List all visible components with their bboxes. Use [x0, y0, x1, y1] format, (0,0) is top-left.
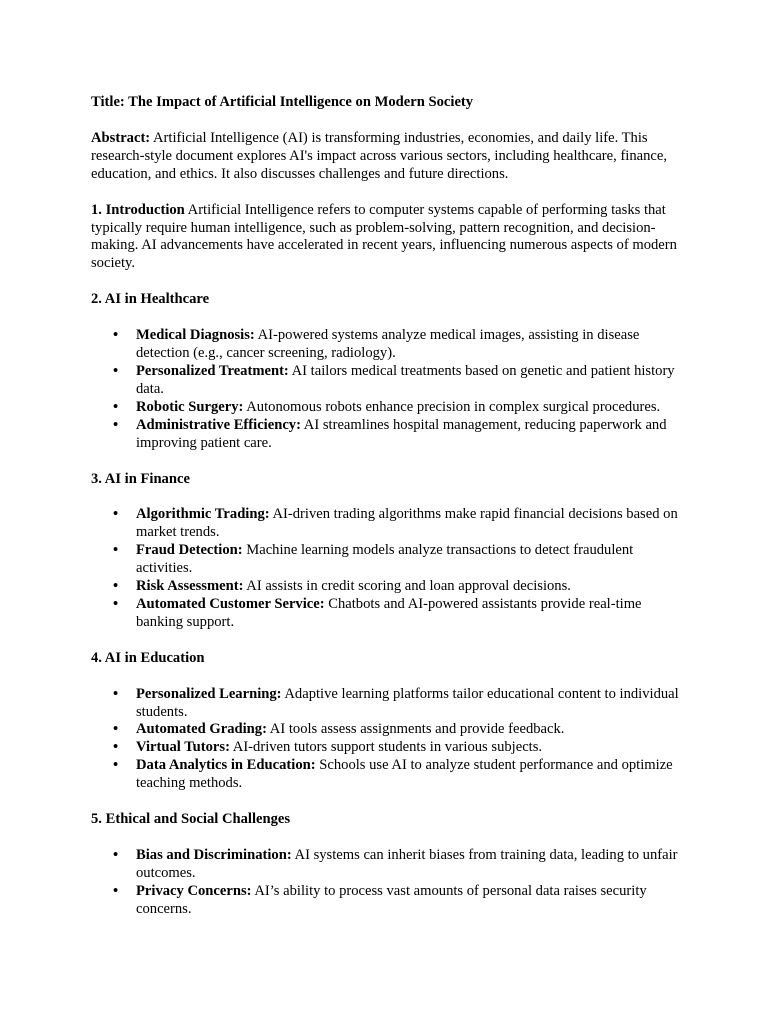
list-item-term: Risk Assessment: [136, 578, 244, 595]
list-item-text: AI systems can inherit biases from training data, leading to unfair outcomes. [136, 847, 678, 881]
list-item-text: Schools use AI to analyze student performance and optimize teaching methods. [136, 757, 673, 792]
ethics-list [91, 847, 691, 919]
list-item-term: Administrative Efficiency: [136, 416, 301, 433]
bullet-icon: • [113, 542, 119, 559]
list-item-term: Automated Grading: [136, 721, 267, 738]
introduction-paragraph [91, 202, 691, 274]
list-item [91, 363, 691, 399]
bullet-icon: • [113, 739, 119, 756]
list-item [91, 417, 691, 453]
list-item-term: Robotic Surgery: [136, 398, 244, 415]
bullet-icon: • [113, 506, 119, 523]
list-item [91, 596, 691, 632]
introduction-label: 1. Introduction [91, 201, 185, 218]
list-item-text: Autonomous robots enhance precision in complex surgical procedures. [243, 398, 661, 415]
abstract-text: Artificial Intelligence (AI) is transforming industries, economies, and daily life. This research-style document explores AI's impact across various sectors, including healthcare, finance, education, and ethics. It also discusses challenges and future directions. [91, 129, 668, 182]
bullet-icon: • [113, 685, 119, 702]
list-item-text: Adaptive learning platforms tailor educational content to individual students. [136, 685, 679, 720]
list-item [91, 506, 691, 542]
document-title: Title: The Impact of Artificial Intelligence on Modern Society [91, 94, 474, 110]
healthcare-list [91, 327, 691, 452]
list-item-text: AI-driven tutors support students in various subjects. [229, 739, 543, 756]
list-item-term: Medical Diagnosis: [136, 327, 255, 344]
section-heading-ethics: 5. Ethical and Social Challenges [91, 811, 291, 828]
list-item-term: Privacy Concerns: [136, 882, 252, 899]
list-item [91, 578, 691, 596]
list-item [91, 721, 691, 739]
list-item-text: AI-powered systems analyze medical images, assisting in disease detection (e.g., cancer screening, radiology). [136, 327, 640, 362]
bullet-icon: • [113, 595, 119, 612]
introduction-text: Artificial Intelligence refers to computer systems capable of performing tasks that typically require human intelligence, such as problem-solving, pattern recognition, and decision-making. AI advancements have accelerated in recent years, influencing numerous aspects of modern society. [91, 201, 677, 272]
list-item-term: Algorithmic Trading: [136, 506, 270, 523]
list-item-term: Automated Customer Service: [136, 595, 325, 612]
bullet-icon: • [113, 882, 119, 899]
list-item-text: Machine learning models analyze transactions to detect fraudulent activities. [136, 542, 634, 577]
list-item-term: Virtual Tutors: [136, 739, 230, 756]
bullet-icon: • [113, 327, 119, 344]
list-item-term: Personalized Treatment: [136, 362, 289, 379]
list-item-term: Personalized Learning: [136, 685, 282, 702]
list-item [91, 739, 691, 757]
list-item-text: AI streamlines hospital management, reducing paperwork and improving patient care. [136, 416, 667, 451]
list-item-term: Bias and Discrimination: [136, 847, 292, 863]
bullet-icon: • [113, 847, 119, 863]
list-item-text: AI tools assess assignments and provide feedback. [266, 721, 565, 738]
list-item-text: AI tailors medical treatments based on genetic and patient history data. [136, 362, 675, 397]
list-item-text: Chatbots and AI-powered assistants provide real-time banking support. [136, 595, 642, 630]
list-item [91, 883, 691, 919]
document-page [91, 94, 691, 937]
abstract-label: Abstract: [91, 129, 151, 146]
list-item-text: AI’s ability to process vast amounts of personal data raises security concerns. [136, 882, 647, 917]
education-list [91, 686, 691, 793]
list-item [91, 757, 691, 793]
list-item-term: Data Analytics in Education: [136, 757, 316, 774]
bullet-icon: • [113, 416, 119, 433]
bullet-icon: • [113, 398, 119, 415]
bullet-icon: • [113, 721, 119, 738]
list-item [91, 542, 691, 578]
section-heading-education: 4. AI in Education [91, 649, 205, 666]
finance-list [91, 506, 691, 631]
bullet-icon: • [113, 362, 119, 379]
bullet-icon: • [113, 757, 119, 774]
list-item [91, 399, 691, 417]
list-item [91, 686, 691, 722]
list-item-term: Fraud Detection: [136, 542, 243, 559]
list-item [91, 847, 691, 883]
bullet-icon: • [113, 578, 119, 595]
abstract-paragraph [91, 130, 691, 184]
section-heading-finance: 3. AI in Finance [91, 470, 190, 487]
list-item-text: AI assists in credit scoring and loan approval decisions. [243, 578, 571, 595]
list-item-text: AI-driven trading algorithms make rapid financial decisions based on market trends. [136, 506, 678, 541]
list-item [91, 327, 691, 363]
section-heading-healthcare: 2. AI in Healthcare [91, 291, 210, 308]
